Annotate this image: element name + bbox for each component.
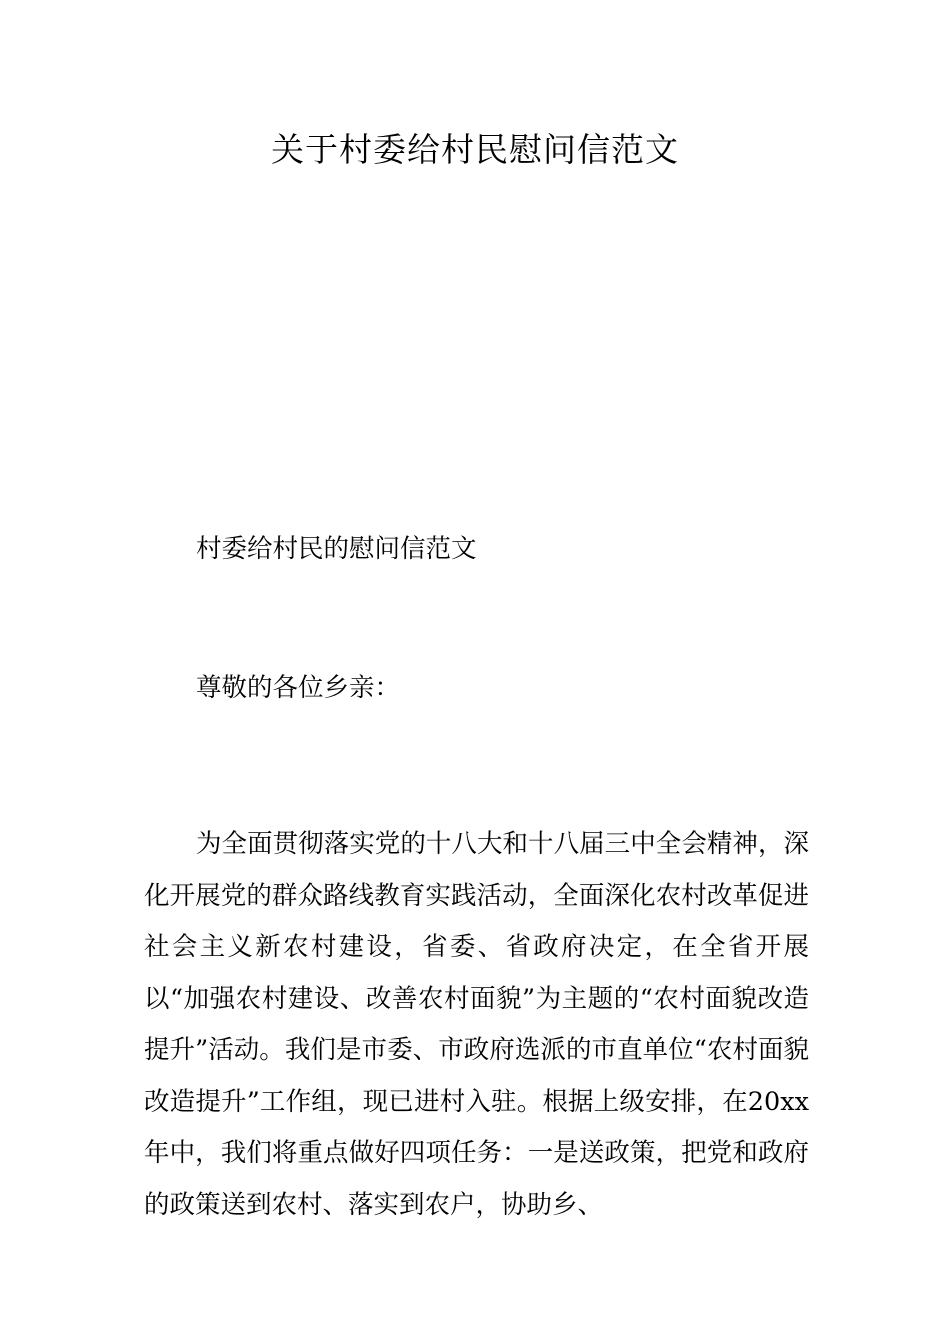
letter-body-paragraph: 为全面贯彻落实党的十八大和十八届三中全会精神，深化开展党的群众路线教育实践活动，全面深化农村改革促进社会主义新农村建设，省委、省政府决定，在全省开展以“加强农村建设、改善农村面貌”为主题的“农村面貌改造提升”活动。我们是市委、市政府选派的市直单位“农村面貌改造提升”工作组，现已进村入驻。根据上级安排，在20xx年中，我们将重点做好四项任务：一是送政策，把党和政府的政策送到农村、落实到农户，协助乡、 [144,829,809,1220]
document-title: 关于村委给村民慰问信范文 [271,130,679,169]
letter-subtitle: 村委给村民的慰问信范文 [196,534,477,564]
letter-salutation: 尊敬的各位乡亲： [196,673,401,703]
